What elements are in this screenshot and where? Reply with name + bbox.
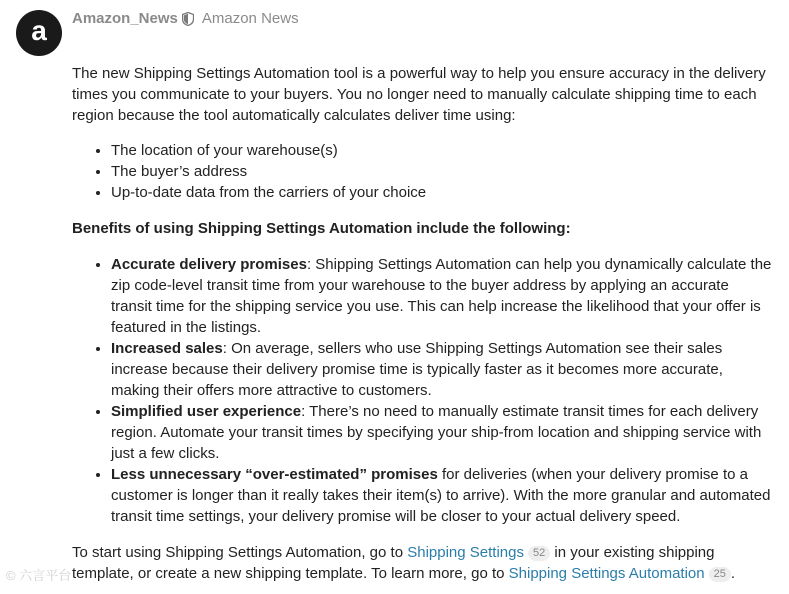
benefits-list [72, 254, 772, 527]
benefit-text: for deliveries (when your delivery promise to a customer is longer than it really takes their item(s) to arrive). With the more granular and automated transit time settings, your delivery promise will be closer to your actual delivery speed. [111, 466, 771, 525]
list-item [111, 464, 772, 527]
benefits-heading: Benefits of using Shipping Settings Automation include the following: [72, 220, 571, 237]
list-item: • The location of your warehouse(s) [111, 140, 772, 161]
link-click-count: 25 [709, 567, 731, 582]
benefit-text: : Shipping Settings Automation can help you dynamically calculate the zip code-level transit time from your warehouse to the buyer address by applying an accurate transit time for the shipping service you use. This can help increase the likelihood that your offer is featured in the listings. [111, 256, 772, 336]
watermark: © 六言平台 [6, 568, 72, 583]
benefit-title: Accurate delivery promises [111, 256, 307, 273]
list-item [111, 338, 772, 401]
list-item: • The buyer’s address [111, 161, 772, 182]
avatar[interactable] [16, 10, 62, 56]
factors-list [72, 140, 772, 203]
intro-paragraph: The new Shipping Settings Automation tool is a powerful way to help you ensure accuracy in the delivery times you communicate to your buyers. You no longer need to manually calculate shipping time to each region because the tool automatically calculates deliver time using: [72, 65, 766, 124]
display-name: Amazon News [201, 10, 299, 27]
username[interactable]: Amazon_News [72, 10, 178, 27]
list-item [111, 401, 772, 464]
shipping-settings-automation-link[interactable]: Shipping Settings Automation [508, 565, 705, 582]
list-item [111, 254, 772, 338]
benefit-title: Less unnecessary “over-estimated” promises [111, 466, 438, 483]
closing-text: . [730, 565, 736, 582]
closing-text: in your existing shipping template, or create a new shipping template. To learn more, go to [72, 544, 715, 582]
shield-icon [182, 12, 194, 26]
list-item: • Up-to-date data from the carriers of your choice [111, 182, 772, 203]
avatar-letter: a [31, 15, 47, 46]
closing-text: To start using Shipping Settings Automation, go to [72, 544, 408, 561]
post-body [72, 63, 772, 584]
benefit-title: Increased sales [111, 340, 223, 357]
benefit-text: : On average, sellers who use Shipping Settings Automation see their sales increase because their delivery promise time is typically faster as it becomes more accurate, making their offers more attractive to customers. [111, 340, 723, 399]
closing-paragraph [72, 542, 772, 584]
benefit-text: : There’s no need to manually estimate transit times for each delivery region. Automate your transit times by specifying your ship-from location and shipping service with just a few clicks. [111, 403, 762, 462]
shipping-settings-link[interactable]: Shipping Settings [407, 544, 524, 561]
benefit-title: Simplified user experience [111, 403, 302, 420]
link-click-count: 52 [528, 546, 550, 561]
post-header [72, 10, 299, 27]
